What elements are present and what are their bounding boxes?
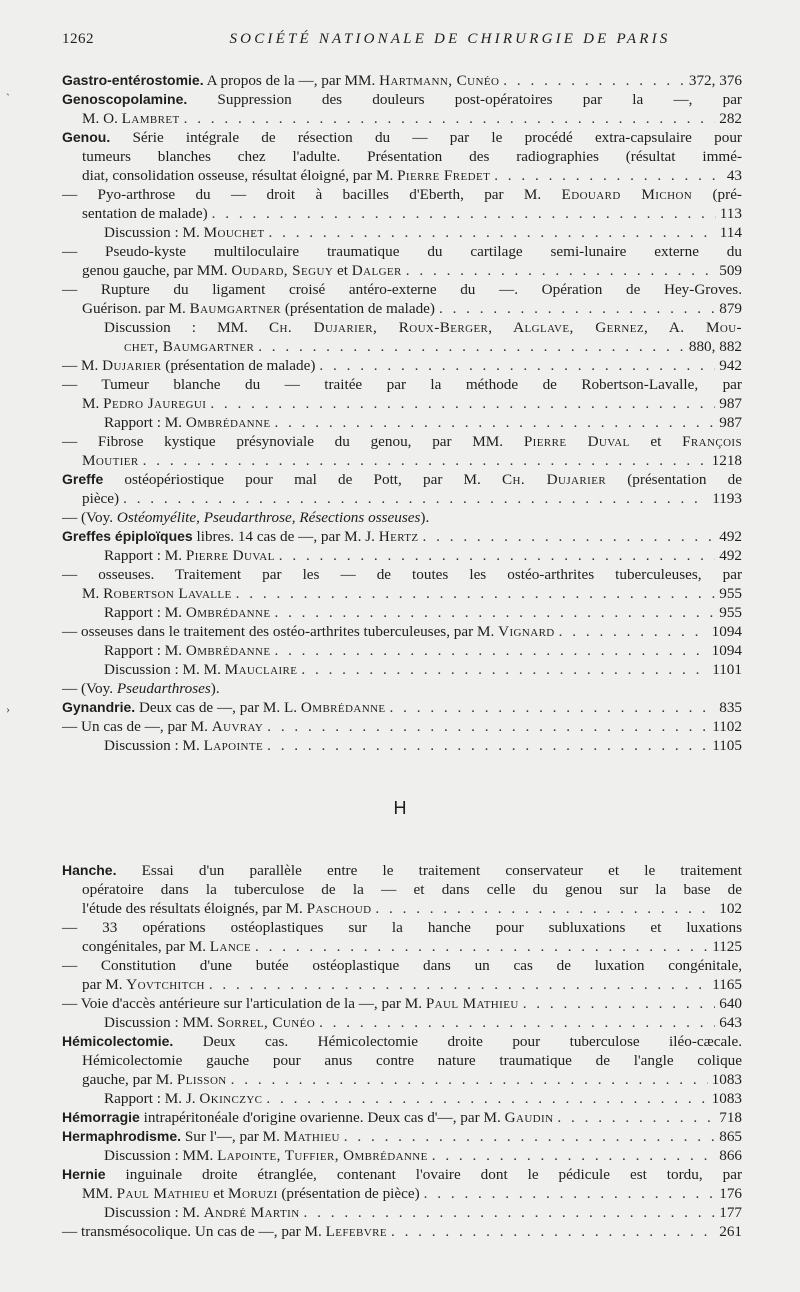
page-ref: 1125 <box>712 938 742 955</box>
author-names: André Martin <box>203 1204 300 1221</box>
page-ref: 113 <box>719 205 742 222</box>
leader-dots <box>494 166 723 185</box>
entry-keyword: Gastro-entérostomie. <box>62 72 204 88</box>
entry-keyword: Hanche. <box>62 862 117 878</box>
entry-keyword: Hermaphrodisme. <box>62 1128 182 1144</box>
index-entry-gastro <box>62 71 742 90</box>
running-title: SOCIÉTÉ NATIONALE DE CHIRURGIE DE PARIS <box>229 31 671 47</box>
leader-dots <box>231 1070 708 1089</box>
entry-text: congénitales, par M. <box>82 938 206 955</box>
page-ref: 987 <box>719 414 742 431</box>
entry-text: l'étude des résultats éloignés, par M. <box>82 900 303 917</box>
entry-text: (présentation de malade) <box>165 357 316 374</box>
entry-continuation: opératoire dans la tuberculose de la — et dans celle du genou sur la base de <box>82 881 742 898</box>
entry-continuation <box>62 584 742 603</box>
author-names: Dujarier <box>102 357 162 374</box>
index-entry-hermaphrodisme <box>62 1127 742 1146</box>
index-subentry-fibrose <box>62 432 742 451</box>
entry-keyword: Hémicolectomie. <box>62 1033 174 1049</box>
entry-text: MM. <box>82 1185 113 1202</box>
leader-dots <box>258 337 685 356</box>
author-names: Yovtchitch <box>126 976 205 993</box>
page-ref: 1083 <box>711 1090 742 1107</box>
entry-text: Deux cas. Hémicolectomie droite pour tuberculose iléo-cæcale. <box>202 1033 742 1050</box>
entry-continuation: tumeurs blanches chez l'adulte. Présentation des radiographies (résultat immé- <box>82 148 742 165</box>
entry-text: diat, consolidation osseuse, résultat éloigné, par M. <box>82 167 394 184</box>
index-entry-hanche <box>62 861 742 880</box>
page-ref: 955 <box>719 585 742 602</box>
page-ref: 866 <box>719 1147 742 1164</box>
author-names: Ch. Dujarier, Roux-Berger, Alglave, Gernez, A. Mou- <box>269 319 742 336</box>
entry-text: M. <box>82 395 100 412</box>
page-ref: 640 <box>719 995 742 1012</box>
entry-text: ). <box>420 509 430 526</box>
entry-text: Essai d'un parallèle entre le traitement conservateur et le traitement <box>141 862 742 879</box>
author-names: Pedro Jauregui <box>103 395 207 412</box>
entry-continuation <box>62 109 742 128</box>
entry-text: Suppression des douleurs post-opératoires par la —, par <box>217 91 742 108</box>
leader-dots <box>274 413 715 432</box>
leader-dots <box>503 71 685 90</box>
see-also-line <box>62 679 742 698</box>
index-section-h <box>62 861 742 1241</box>
author-names: Pierre Duval <box>185 547 275 564</box>
entry-text: gauche, par M. <box>82 1071 174 1088</box>
page-ref: 114 <box>719 224 742 241</box>
author-names: Sorrel, Cunéo <box>217 1014 316 1031</box>
leader-dots <box>375 899 715 918</box>
entry-text: — osseuses dans le traitement des ostéo-arthrites tuberculeuses, par M. <box>62 623 495 640</box>
page-ref: 865 <box>719 1128 742 1145</box>
author-names: Lapointe <box>203 737 264 754</box>
entry-text: — (Voy. <box>62 509 114 526</box>
leader-dots <box>406 261 715 280</box>
author-names: chet, Baumgartner <box>124 338 255 355</box>
index-subentry-rupture: — Rupture du ligament croisé antéro-externe du —. Opération de Hey-Groves. <box>62 281 742 298</box>
entry-text: (présentation de malade) <box>284 300 435 317</box>
discussion-line <box>62 318 742 337</box>
author-names: Auvray <box>211 718 264 735</box>
author-names: Mathieu <box>283 1128 340 1145</box>
index-subentry-hanche <box>62 994 742 1013</box>
discussion-line <box>62 736 742 755</box>
leader-dots <box>266 1089 707 1108</box>
rapport-line <box>62 546 742 565</box>
index-subentry-pyo-arthrose <box>62 185 742 204</box>
author-names: Hartmann, Cunéo <box>379 72 500 89</box>
page-ref: 643 <box>719 1014 742 1031</box>
author-names: Pierre Duval <box>523 433 630 450</box>
leader-dots <box>304 1203 716 1222</box>
entry-text: pièce) <box>82 490 120 507</box>
entry-text: (présentation de pièce) <box>281 1185 420 1202</box>
author-names: Okinczyc <box>199 1090 263 1107</box>
page-ref: 879 <box>719 300 742 317</box>
author-names: Oudard, Seguy <box>231 262 334 279</box>
discussion-line <box>62 223 742 242</box>
entry-keyword: Genou. <box>62 129 111 145</box>
leader-dots <box>432 1146 715 1165</box>
entry-text: ). <box>210 680 220 697</box>
rapport-line <box>62 1089 742 1108</box>
entry-text: par M. <box>82 976 123 993</box>
entry-continuation <box>62 166 742 185</box>
see-also-line <box>62 508 742 527</box>
page-ref: 942 <box>719 357 742 374</box>
discussion-line <box>62 660 742 679</box>
page-ref: 955 <box>719 604 742 621</box>
entry-continuation <box>62 299 742 318</box>
leader-dots <box>301 660 708 679</box>
leader-dots <box>319 1013 715 1032</box>
author-names: Mouchet <box>203 224 265 241</box>
page-ref: 1193 <box>712 490 742 507</box>
margin-mark: › <box>6 702 10 716</box>
discussion-line <box>62 1146 742 1165</box>
entry-keyword: Hernie <box>62 1166 106 1182</box>
page-ref: 372, 376 <box>688 72 742 89</box>
author-names: Gaudin <box>504 1109 554 1126</box>
author-names: Edouard Michon <box>561 186 693 203</box>
entry-text: sentation de malade) <box>82 205 208 222</box>
entry-continuation <box>62 1184 742 1203</box>
index-entry-hernie <box>62 1165 742 1184</box>
leader-dots <box>557 1108 715 1127</box>
entry-text: Guérison. par M. <box>82 300 186 317</box>
leader-dots <box>267 736 708 755</box>
margin-mark: ˎ <box>6 82 10 96</box>
entry-text: — Un cas de —, par M. <box>62 718 208 735</box>
page-ref: 718 <box>719 1109 742 1126</box>
entry-text: (pré- <box>712 186 742 203</box>
page-ref: 1094 <box>711 623 742 640</box>
entry-keyword: Genoscopolamine. <box>62 91 188 107</box>
leader-dots <box>423 527 716 546</box>
index-entry-hemorragie <box>62 1108 742 1127</box>
entry-continuation <box>62 975 742 994</box>
author-names: Robertson Lavalle <box>103 585 232 602</box>
leader-dots <box>123 489 708 508</box>
entry-text: Discussion : M. <box>104 737 200 754</box>
leader-dots <box>255 937 708 956</box>
page-ref: 1102 <box>712 718 742 735</box>
page-ref: 261 <box>719 1223 742 1240</box>
entry-text: et <box>336 262 348 279</box>
index-entry-hemicolectomie <box>62 1032 742 1051</box>
author-names: Plisson <box>176 1071 227 1088</box>
discussion-line <box>62 1013 742 1032</box>
section-letter: H <box>393 798 407 818</box>
leader-dots <box>559 622 708 641</box>
page-ref: 1105 <box>712 737 742 754</box>
index-subentry-hanche: — Constitution d'une butée ostéoplastique dans un cas de luxation congénitale, <box>62 957 742 974</box>
leader-dots <box>424 1184 716 1203</box>
index-entry-greffe <box>62 470 742 489</box>
author-names: Ombrédanne <box>185 642 271 659</box>
page-number: 1262 <box>62 31 94 47</box>
author-names: Hertz <box>378 528 419 545</box>
entry-text: Deux cas de —, par M. L. <box>138 699 298 716</box>
entry-keyword: Greffes épiploïques <box>62 528 193 544</box>
entry-text: — (Voy. <box>62 680 114 697</box>
page-ref: 987 <box>719 395 742 412</box>
page-ref: 1218 <box>711 452 742 469</box>
entry-text: Rapport : M. <box>104 642 183 659</box>
entry-text: Rapport : M. <box>104 547 183 564</box>
entry-continuation <box>62 204 742 223</box>
entry-text: Sur l'—, par M. <box>184 1128 280 1145</box>
page-ref: 282 <box>719 110 742 127</box>
leader-dots <box>274 603 715 622</box>
entry-text: Discussion : M. M. <box>104 661 221 678</box>
index-subentry-hernie <box>62 1222 742 1241</box>
leader-dots <box>523 994 716 1013</box>
entry-text: ostéopériostique pour mal de Pott, par M. <box>124 471 481 488</box>
entry-text: Rapport : M. <box>104 604 183 621</box>
entry-continuation <box>62 1070 742 1089</box>
author-names: Mauclaire <box>224 661 298 678</box>
page-ref: 880, 882 <box>688 338 742 355</box>
leader-dots <box>279 546 715 565</box>
entry-text: Rapport : M. J. <box>104 1090 196 1107</box>
author-names: Lance <box>209 938 252 955</box>
index-entry-genou <box>62 128 742 147</box>
author-names: Lambret <box>121 110 180 127</box>
entry-text: — transmésocolique. Un cas de —, par M. <box>62 1223 322 1240</box>
author-names: Lefebvre <box>325 1223 387 1240</box>
author-names: Moruzi <box>228 1185 278 1202</box>
page-ref: 835 <box>719 699 742 716</box>
page-header <box>62 30 738 50</box>
entry-text: et <box>650 433 662 450</box>
entry-continuation <box>62 394 742 413</box>
entry-text: — Pyo-arthrose du — droit à bacilles d'Eberth, par M. <box>62 186 542 203</box>
author-names: Ombrédanne <box>185 414 271 431</box>
entry-text: (présentation de <box>627 471 743 488</box>
index-subentry-dujarier <box>62 356 742 375</box>
entry-continuation: Hémicolectomie gauche pour anus contre nature traumatique de l'angle colique <box>82 1052 742 1069</box>
entry-continuation <box>62 937 742 956</box>
index-subentry-tumeur: — Tumeur blanche du — traitée par la méthode de Robertson-Lavalle, par <box>62 376 742 393</box>
page-ref: 102 <box>719 900 742 917</box>
page-ref: 1165 <box>712 976 742 993</box>
leader-dots <box>391 1222 715 1241</box>
page-ref: 1101 <box>712 661 742 678</box>
leader-dots <box>319 356 715 375</box>
author-names: Paul Mathieu <box>116 1185 210 1202</box>
entry-text: genou gauche, par MM. <box>82 262 228 279</box>
rapport-line <box>62 413 742 432</box>
leader-dots <box>390 698 716 717</box>
author-names: Ch. Dujarier <box>502 471 607 488</box>
entry-text: — Voie d'accès antérieure sur l'articulation de la —, par M. <box>62 995 423 1012</box>
entry-continuation <box>62 261 742 280</box>
leader-dots <box>439 299 715 318</box>
author-names: Ombrédanne <box>300 699 386 716</box>
author-names: Baumgartner <box>189 300 282 317</box>
index-subentry-osseuses <box>62 622 742 641</box>
entry-continuation <box>62 489 742 508</box>
entry-text: — M. <box>62 357 99 374</box>
rapport-line <box>62 641 742 660</box>
leader-dots <box>344 1127 715 1146</box>
index-section-g <box>62 71 742 755</box>
page-ref: 177 <box>719 1204 742 1221</box>
page-ref: 509 <box>719 262 742 279</box>
entry-keyword: Greffe <box>62 471 104 487</box>
entry-text: et <box>213 1185 225 1202</box>
entry-text: Discussion : MM. <box>104 1147 214 1164</box>
index-subentry-hanche: — 33 opérations ostéoplastiques sur la hanche pour subluxations et luxations <box>62 919 742 936</box>
cross-reference: Pseudarthroses <box>116 680 211 697</box>
author-names: Lapointe, Tuffier, Ombrédanne <box>217 1147 428 1164</box>
leader-dots <box>269 223 716 242</box>
index-entry-greffes <box>62 527 742 546</box>
leader-dots <box>212 204 716 223</box>
rapport-line <box>62 603 742 622</box>
entry-text: Discussion : MM. <box>104 319 248 336</box>
entry-text: A propos de la —, par MM. <box>206 72 376 89</box>
author-names: Paschoud <box>306 900 372 917</box>
entry-text: inguinale droite étranglée, contenant l'ovaire dont le pédicule est tordu, par <box>125 1166 742 1183</box>
leader-dots <box>210 394 715 413</box>
index-entry-genoscopolamine <box>62 90 742 109</box>
entry-continuation <box>62 451 742 470</box>
leader-dots <box>184 109 716 128</box>
page-ref: 43 <box>726 167 742 184</box>
discussion-line <box>62 1203 742 1222</box>
page-ref: 492 <box>719 528 742 545</box>
entry-text: M. <box>82 585 100 602</box>
author-names: Moutier <box>82 452 139 469</box>
entry-text: intrapéritonéale d'origine ovarienne. Deux cas d'—, par M. <box>143 1109 501 1126</box>
entry-text: Série intégrale de résection du — par le procédé extra-capsulaire pour <box>132 129 742 146</box>
index-entry-gynandrie <box>62 698 742 717</box>
leader-dots <box>209 975 708 994</box>
index-subentry-pseudo-kyste: — Pseudo-kyste multiloculaire traumatique du cartilage semi-lunaire externe du <box>62 243 742 260</box>
author-names: Pierre Fredet <box>397 167 491 184</box>
author-names: Paul Mathieu <box>425 995 519 1012</box>
leader-dots <box>274 641 707 660</box>
index-subentry-osseuses: — osseuses. Traitement par les — de toutes les ostéo-arthrites tuberculeuses, par <box>62 566 742 583</box>
page-ref: 176 <box>719 1185 742 1202</box>
author-names: Vignard <box>498 623 555 640</box>
entry-text: libres. 14 cas de —, par M. J. <box>196 528 375 545</box>
leader-dots <box>236 584 716 603</box>
author-names: Ombrédanne <box>185 604 271 621</box>
entry-text: — Fibrose kystique présynoviale du genou, par MM. <box>62 433 504 450</box>
discussion-line <box>62 337 742 356</box>
index-subentry-gynandrie <box>62 717 742 736</box>
entry-text: Rapport : M. <box>104 414 183 431</box>
entry-keyword: Hémorragie <box>62 1109 140 1125</box>
page-ref: 492 <box>719 547 742 564</box>
entry-keyword: Gynandrie. <box>62 699 136 715</box>
leader-dots <box>143 451 708 470</box>
entry-text: Discussion : MM. <box>104 1014 214 1031</box>
leader-dots <box>267 717 708 736</box>
entry-text: Discussion : M. <box>104 224 200 241</box>
author-names: François <box>682 433 743 450</box>
entry-text: Discussion : M. <box>104 1204 200 1221</box>
entry-continuation <box>62 899 742 918</box>
page-ref: 1094 <box>711 642 742 659</box>
entry-text: M. O. <box>82 110 118 127</box>
author-names: Dalger <box>351 262 402 279</box>
cross-reference: Ostéomyélite, Pseudarthrose, Résections osseuses <box>116 509 421 526</box>
page-ref: 1083 <box>711 1071 742 1088</box>
